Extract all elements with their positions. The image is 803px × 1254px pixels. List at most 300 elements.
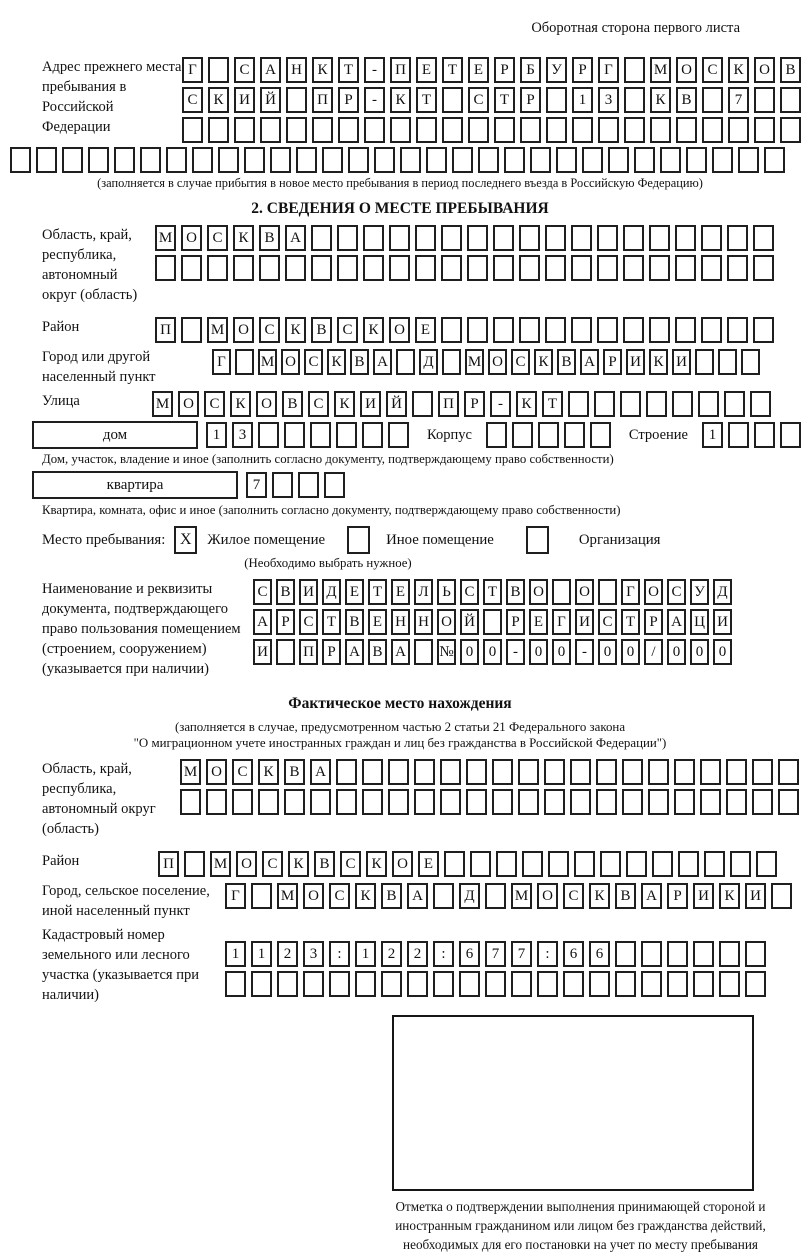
char-box (166, 147, 187, 173)
char-box: Й (260, 87, 281, 113)
char-box: А (407, 883, 428, 909)
char-box: А (580, 349, 599, 375)
char-box (286, 87, 307, 113)
s2-kvartira-block (32, 471, 792, 499)
char-box: О (537, 883, 558, 909)
kvartira-caption: Квартира, комната, офис и иное (заполнить согласно документу, подтверждающему право собственности) (42, 503, 621, 517)
fact-gorod-block (42, 881, 792, 921)
page-side-note: Оборотная сторона первого листа (531, 20, 740, 36)
char-box (544, 789, 565, 815)
char-box (698, 391, 719, 417)
char-box (312, 117, 333, 143)
char-box (522, 851, 543, 877)
char-box (389, 255, 410, 281)
char-box: О (389, 317, 410, 343)
char-box (414, 789, 435, 815)
char-box: М (465, 349, 484, 375)
char-box (701, 255, 722, 281)
char-box (62, 147, 83, 173)
char-box (235, 349, 254, 375)
char-box (181, 317, 202, 343)
char-box: Р (506, 609, 525, 635)
char-box (597, 317, 618, 343)
char-box: Г (552, 609, 571, 635)
char-box: К (728, 57, 749, 83)
char-box: Т (416, 87, 437, 113)
s2-gorod-label: Город или другой населенный пункт (42, 349, 156, 385)
char-box: А (260, 57, 281, 83)
char-box: В (381, 883, 402, 909)
char-box (338, 117, 359, 143)
char-box: С (262, 851, 283, 877)
char-box (728, 422, 749, 448)
char-box: 7 (485, 941, 506, 967)
char-box: 3 (303, 941, 324, 967)
char-box: С (468, 87, 489, 113)
char-box (206, 789, 227, 815)
char-box (259, 255, 280, 281)
char-box (752, 789, 773, 815)
char-box (750, 391, 771, 417)
char-box: : (537, 941, 558, 967)
char-box: Г (212, 349, 231, 375)
char-box (180, 789, 201, 815)
char-box: Т (368, 579, 387, 605)
char-box (426, 147, 447, 173)
char-box (622, 759, 643, 785)
char-box: У (690, 579, 709, 605)
s2-gorod-row (212, 349, 760, 375)
char-box: В (259, 225, 280, 251)
char-box (336, 759, 357, 785)
char-box (648, 759, 669, 785)
stroenie-row (702, 422, 801, 448)
char-box (608, 147, 629, 173)
char-box (538, 422, 559, 448)
char-box (493, 255, 514, 281)
char-box: 7 (728, 87, 749, 113)
char-box: К (363, 317, 384, 343)
char-box: Р (572, 57, 593, 83)
char-box: С (702, 57, 723, 83)
char-box: 3 (598, 87, 619, 113)
char-box: С (460, 579, 479, 605)
char-box: С (207, 225, 228, 251)
char-box: 6 (589, 941, 610, 967)
char-box (272, 472, 293, 498)
mesto-note: (Необходимо выбрать нужное) (244, 556, 412, 570)
char-box: 0 (598, 639, 617, 665)
char-box: Т (621, 609, 640, 635)
kadastr-row-2 (225, 971, 766, 997)
char-box: О (676, 57, 697, 83)
char-box: С (259, 317, 280, 343)
char-box (574, 851, 595, 877)
char-box (470, 851, 491, 877)
char-box (388, 789, 409, 815)
s2-oblast-block (42, 225, 792, 305)
char-box: К (285, 317, 306, 343)
char-box (563, 971, 584, 997)
char-box (207, 255, 228, 281)
char-box (208, 57, 229, 83)
fact-subtitle-2: "О миграционном учете иностранных граждан и лиц без гражданства в Российской Федерации") (133, 736, 667, 750)
char-box (440, 789, 461, 815)
char-box (337, 225, 358, 251)
char-box (467, 317, 488, 343)
char-box: С (563, 883, 584, 909)
char-box (182, 117, 203, 143)
char-box (218, 147, 239, 173)
char-box: К (390, 87, 411, 113)
char-box (140, 147, 161, 173)
char-box (700, 789, 721, 815)
char-box (414, 639, 433, 665)
char-box: Е (368, 609, 387, 635)
char-box: В (676, 87, 697, 113)
dom-caption: Дом, участок, владение и иное (заполнить согласно документу, подтверждающему право собственности) (42, 452, 614, 466)
char-box: О (644, 579, 663, 605)
char-box: В (350, 349, 369, 375)
char-box (537, 971, 558, 997)
char-box: Д (459, 883, 480, 909)
char-box (362, 422, 383, 448)
char-box (355, 971, 376, 997)
char-box (400, 147, 421, 173)
fact-kadastr-block (42, 925, 792, 1005)
char-box: А (373, 349, 392, 375)
section2-title: 2. СВЕДЕНИЯ О МЕСТЕ ПРЕБЫВАНИЯ (251, 200, 549, 217)
char-box (208, 117, 229, 143)
char-box (667, 941, 688, 967)
char-box (624, 87, 645, 113)
char-box (660, 147, 681, 173)
char-box (192, 147, 213, 173)
char-box: - (490, 391, 511, 417)
char-box (719, 941, 740, 967)
char-box (512, 422, 533, 448)
char-box (285, 255, 306, 281)
prev-address-footnote: (заполняется в случае прибытия в новое место пребывания в период последнего въезда в Российскую Федерацию) (97, 176, 703, 190)
char-box: К (719, 883, 740, 909)
char-box: 0 (552, 639, 571, 665)
char-box: Е (345, 579, 364, 605)
char-box (753, 225, 774, 251)
kvartira-number-row (246, 472, 345, 498)
char-box (303, 971, 324, 997)
char-box (412, 391, 433, 417)
char-box: И (234, 87, 255, 113)
char-box (467, 255, 488, 281)
char-box (641, 971, 662, 997)
char-box: К (208, 87, 229, 113)
char-box: Р (520, 87, 541, 113)
char-box (771, 883, 792, 909)
char-box (492, 759, 513, 785)
fact-gorod-label: Город, сельское поселение, иной населенный пункт (42, 883, 210, 919)
char-box: С (667, 579, 686, 605)
char-box (511, 971, 532, 997)
char-box: Р (276, 609, 295, 635)
prev-address-row-2 (182, 87, 801, 113)
char-box (754, 117, 775, 143)
char-box (298, 472, 319, 498)
char-box: К (649, 349, 668, 375)
char-box: Т (494, 87, 515, 113)
fact-raion-label: Район (42, 853, 80, 869)
char-box: М (155, 225, 176, 251)
char-box: Й (460, 609, 479, 635)
char-box: - (364, 57, 385, 83)
prev-address-row-1 (182, 57, 801, 83)
char-box (556, 147, 577, 173)
char-box: С (340, 851, 361, 877)
char-box (650, 117, 671, 143)
char-box: К (650, 87, 671, 113)
char-box (444, 851, 465, 877)
char-box: П (299, 639, 318, 665)
char-box (388, 759, 409, 785)
char-box: О (233, 317, 254, 343)
char-box: И (253, 639, 272, 665)
char-box: А (285, 225, 306, 251)
char-box (564, 422, 585, 448)
char-box (493, 317, 514, 343)
char-box: С (299, 609, 318, 635)
char-box: Т (338, 57, 359, 83)
char-box: Б (520, 57, 541, 83)
char-box: 1 (572, 87, 593, 113)
char-box (362, 789, 383, 815)
char-box (675, 255, 696, 281)
char-box: Р (464, 391, 485, 417)
char-box (225, 971, 246, 997)
char-box (753, 255, 774, 281)
char-box (649, 317, 670, 343)
char-box (764, 147, 785, 173)
s2-ulitsa-label: Улица (42, 393, 80, 409)
char-box (780, 117, 801, 143)
char-box (310, 422, 331, 448)
char-box (518, 789, 539, 815)
char-box (667, 971, 688, 997)
char-box (674, 759, 695, 785)
korpus-row (486, 422, 611, 448)
char-box: С (337, 317, 358, 343)
char-box: К (334, 391, 355, 417)
char-box (545, 317, 566, 343)
char-box (329, 971, 350, 997)
char-box: И (672, 349, 691, 375)
char-box (745, 941, 766, 967)
char-box: Р (338, 87, 359, 113)
char-box: С (329, 883, 350, 909)
char-box (270, 147, 291, 173)
char-box (415, 255, 436, 281)
char-box: Д (713, 579, 732, 605)
fact-oblast-label: Область, край, республика, автономный округ (область) (42, 761, 156, 837)
char-box (389, 225, 410, 251)
char-box: Р (494, 57, 515, 83)
char-box (753, 317, 774, 343)
char-box: М (180, 759, 201, 785)
char-box (504, 147, 525, 173)
char-box (727, 317, 748, 343)
char-box (730, 851, 751, 877)
char-box (623, 225, 644, 251)
char-box: У (546, 57, 567, 83)
char-box (701, 317, 722, 343)
char-box (284, 789, 305, 815)
char-box (232, 789, 253, 815)
char-box: 0 (713, 639, 732, 665)
char-box: 6 (563, 941, 584, 967)
char-box: О (488, 349, 507, 375)
char-box (260, 117, 281, 143)
char-box: С (204, 391, 225, 417)
fact-kadastr-label: Кадастровый номер земельного или лесного участка (указывается при наличии) (42, 927, 199, 1003)
char-box (693, 941, 714, 967)
char-box: В (311, 317, 332, 343)
char-box: Ь (437, 579, 456, 605)
char-box (596, 789, 617, 815)
char-box (546, 87, 567, 113)
char-box: К (327, 349, 346, 375)
char-box (726, 789, 747, 815)
zhiloe-label: Жилое помещение (207, 531, 326, 548)
kvartira-field: квартира (32, 471, 238, 499)
char-box: Д (419, 349, 438, 375)
char-box: В (276, 579, 295, 605)
char-box: С (304, 349, 323, 375)
s2-oblast-label: Область, край, республика, автономный округ (область) (42, 227, 138, 303)
char-box (486, 422, 507, 448)
char-box (442, 117, 463, 143)
char-box: 1 (702, 422, 723, 448)
char-box: И (693, 883, 714, 909)
char-box: Г (598, 57, 619, 83)
char-box: О (181, 225, 202, 251)
char-box: 7 (246, 472, 267, 498)
char-box: Т (483, 579, 502, 605)
char-box: 2 (407, 941, 428, 967)
char-box (634, 147, 655, 173)
char-box (598, 579, 617, 605)
char-box (641, 941, 662, 967)
char-box: О (575, 579, 594, 605)
char-box (181, 255, 202, 281)
char-box: К (589, 883, 610, 909)
char-box (459, 971, 480, 997)
mesto-prebyvaniya-row (42, 526, 792, 554)
char-box (478, 147, 499, 173)
char-box: 2 (277, 941, 298, 967)
char-box: Ц (690, 609, 709, 635)
char-box: Р (603, 349, 622, 375)
char-box (615, 971, 636, 997)
char-box: К (534, 349, 553, 375)
char-box: Г (182, 57, 203, 83)
char-box (756, 851, 777, 877)
char-box: П (312, 87, 333, 113)
char-box: 0 (690, 639, 709, 665)
char-box: 0 (483, 639, 502, 665)
char-box (572, 117, 593, 143)
char-box (364, 117, 385, 143)
char-box (597, 225, 618, 251)
char-box (704, 851, 725, 877)
char-box (719, 971, 740, 997)
char-box (276, 639, 295, 665)
fact-subtitle-1: (заполняется в случае, предусмотренном частью 2 статьи 21 Федерального закона (174, 720, 626, 734)
char-box (674, 789, 695, 815)
char-box: О (206, 759, 227, 785)
char-box (494, 117, 515, 143)
char-box: Е (468, 57, 489, 83)
prev-address-block (42, 57, 796, 143)
char-box: А (253, 609, 272, 635)
char-box (452, 147, 473, 173)
char-box (381, 971, 402, 997)
char-box: Е (418, 851, 439, 877)
char-box: 1 (206, 422, 227, 448)
char-box: С (511, 349, 530, 375)
char-box: Д (322, 579, 341, 605)
char-box (519, 255, 540, 281)
s2-gorod-block (42, 347, 792, 387)
char-box: В (780, 57, 801, 83)
char-box (518, 759, 539, 785)
char-box (623, 255, 644, 281)
char-box (724, 391, 745, 417)
char-box: 2 (381, 941, 402, 967)
char-box (114, 147, 135, 173)
char-box: - (506, 639, 525, 665)
char-box (695, 349, 714, 375)
char-box: С (232, 759, 253, 785)
char-box: П (155, 317, 176, 343)
char-box: Р (644, 609, 663, 635)
char-box: М (152, 391, 173, 417)
doc-label: Наименование и реквизиты документа, подтверждающего право пользования помещением (строением, сооружением) (указывается при наличии) (42, 581, 241, 677)
char-box (778, 789, 799, 815)
char-box: 0 (529, 639, 548, 665)
org-label: Организация (578, 531, 661, 548)
doc-row-3 (253, 639, 732, 665)
char-box: 1 (251, 941, 272, 967)
char-box (441, 255, 462, 281)
char-box: П (158, 851, 179, 877)
char-box (624, 117, 645, 143)
stroenie-label: Строение (628, 426, 688, 443)
char-box: М (210, 851, 231, 877)
char-box (594, 391, 615, 417)
char-box: А (641, 883, 662, 909)
fact-oblast-row-2 (180, 789, 799, 815)
org-checkbox (526, 526, 549, 554)
char-box: 6 (459, 941, 480, 967)
char-box: О (256, 391, 277, 417)
s2-ulitsa-block (42, 391, 792, 417)
char-box: О (281, 349, 300, 375)
zhiloe-checkbox (174, 526, 197, 554)
char-box (336, 422, 357, 448)
dom-number-row (206, 422, 409, 448)
char-box: М (511, 883, 532, 909)
char-box: Н (286, 57, 307, 83)
char-box: : (329, 941, 350, 967)
char-box: О (178, 391, 199, 417)
